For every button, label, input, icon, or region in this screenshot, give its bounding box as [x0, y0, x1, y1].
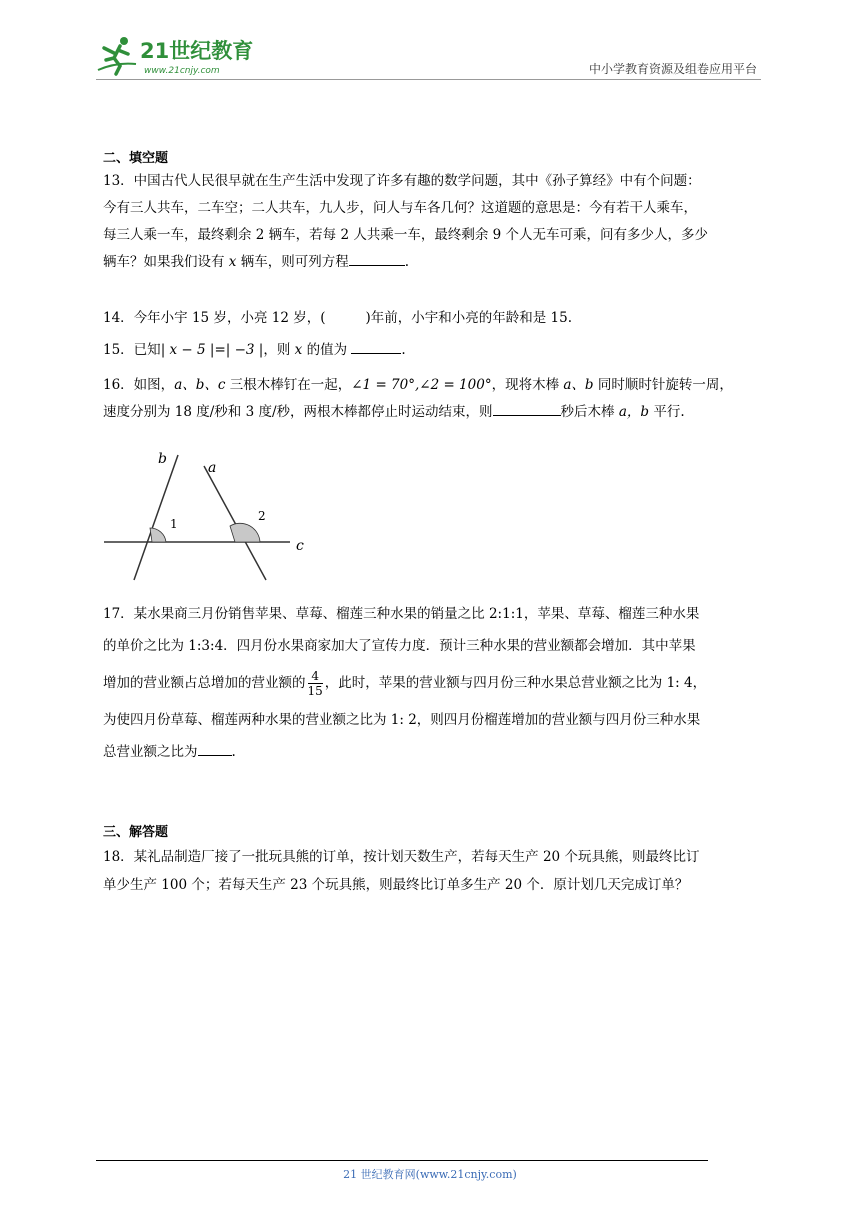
- footer-link[interactable]: 21 世纪教育网(www.21cnjy.com): [343, 1168, 517, 1181]
- q17-line2: 的单价之比为 1:3:4．四月份水果商家加大了宣传力度．预计三种水果的营业额都会增加．其中苹果: [103, 638, 696, 654]
- answer-blank[interactable]: [198, 741, 232, 756]
- q17-line5: 总营业额之比为 .: [103, 736, 768, 768]
- fraction-4-15: $\frac{4}{15}$: [307, 669, 323, 698]
- header-platform-text: 中小学教育资源及组卷应用平台: [588, 62, 757, 76]
- header-divider: [96, 79, 761, 80]
- q18-line2: 单少生产 100 个；若每天生产 23 个玩具熊，则最终比订单多生产 20 个．原计划几天完成订单？: [103, 877, 689, 893]
- answer-blank[interactable]: [493, 401, 561, 416]
- logo-text: 21世纪教育: [140, 39, 254, 63]
- q13-line1: 13．中国古代人民很早就在生产生活中发现了许多有趣的数学问题，其中《孙子算经》中有个问题：: [103, 173, 701, 189]
- answer-blank[interactable]: [349, 251, 405, 266]
- angle-2-arc: [230, 523, 260, 542]
- q17-line3: 增加的营业额占总增加的营业额的 $\frac{4}{15}$ ，此时，苹果的营业额与四月份三种水果总营业额之比为 1: 4，: [103, 669, 707, 698]
- q16-line2: 速度分别为 18 度/秒和 3 度/秒，两根木棒都停止时运动结束，则 秒后木棒 a，b 平行.: [103, 399, 768, 426]
- abs-expression: | x − 5 |=| −3 |: [160, 342, 264, 358]
- question-16: [103, 372, 768, 426]
- sticks-figure: [100, 450, 315, 585]
- q18-line1: 18．某礼品制造厂接了一批玩具熊的订单，按计划天数生产，若每天生产 20 个玩具熊，则最终比订: [103, 849, 700, 865]
- question-17: [103, 598, 768, 768]
- question-14: 14．今年小宇 15 岁，小亮 12 岁，( )年前，小宇和小亮的年龄和是 15.: [103, 310, 572, 326]
- question-13: [103, 168, 768, 276]
- angle-values: ∠1 = 70°,∠2 = 100°: [351, 377, 492, 393]
- footer-divider: [96, 1160, 708, 1161]
- stick-a: [204, 466, 266, 580]
- label-c: c: [296, 538, 304, 554]
- angle-1-arc: [150, 528, 166, 542]
- q13-line3: 每三人乘一车，最终剩余 2 辆车，若每 2 人共乘一车，最终剩余 9 个人无车可乘，问有多少人，多少: [103, 227, 709, 243]
- label-angle-2: 2: [258, 509, 266, 523]
- q16-line1: 16．如图，a、b、c 三根木棒钉在一起，∠1 = 70°,∠2 = 100°，现将木棒 a、b 同时顺时针旋转一周，: [103, 377, 733, 393]
- label-angle-1: 1: [170, 517, 178, 531]
- question-18: [103, 843, 768, 899]
- q13-line2: 今有三人共车，二车空；二人共车，九人步，问人与车各几何？这道题的意思是：今有若干人乘车，: [103, 200, 697, 216]
- logo-subtext: www.21cnjy.com: [144, 66, 220, 76]
- q13-line4: 辆车？如果我们设有 x 辆车，则可列方程 .: [103, 249, 768, 276]
- q17-line4: 为使四月份草莓、榴莲两种水果的营业额之比为 1: 2，则四月份榴莲增加的营业额与四月份三种水果: [103, 712, 701, 728]
- label-a: a: [208, 460, 217, 476]
- section-title-fill: 二、填空题: [103, 151, 169, 166]
- runner-icon: [98, 37, 136, 74]
- answer-blank[interactable]: [351, 339, 401, 354]
- logo: [96, 34, 256, 78]
- q17-line1: 17．某水果商三月份销售苹果、草莓、榴莲三种水果的销量之比 2:1:1，苹果、草莓、榴莲三种水果: [103, 606, 700, 622]
- label-b: b: [158, 451, 167, 467]
- page-header: [0, 0, 860, 80]
- section-title-answer: 三、解答题: [103, 825, 169, 840]
- question-15: 15．已知| x − 5 |=| −3 |，则 x 的值为 .: [103, 337, 768, 364]
